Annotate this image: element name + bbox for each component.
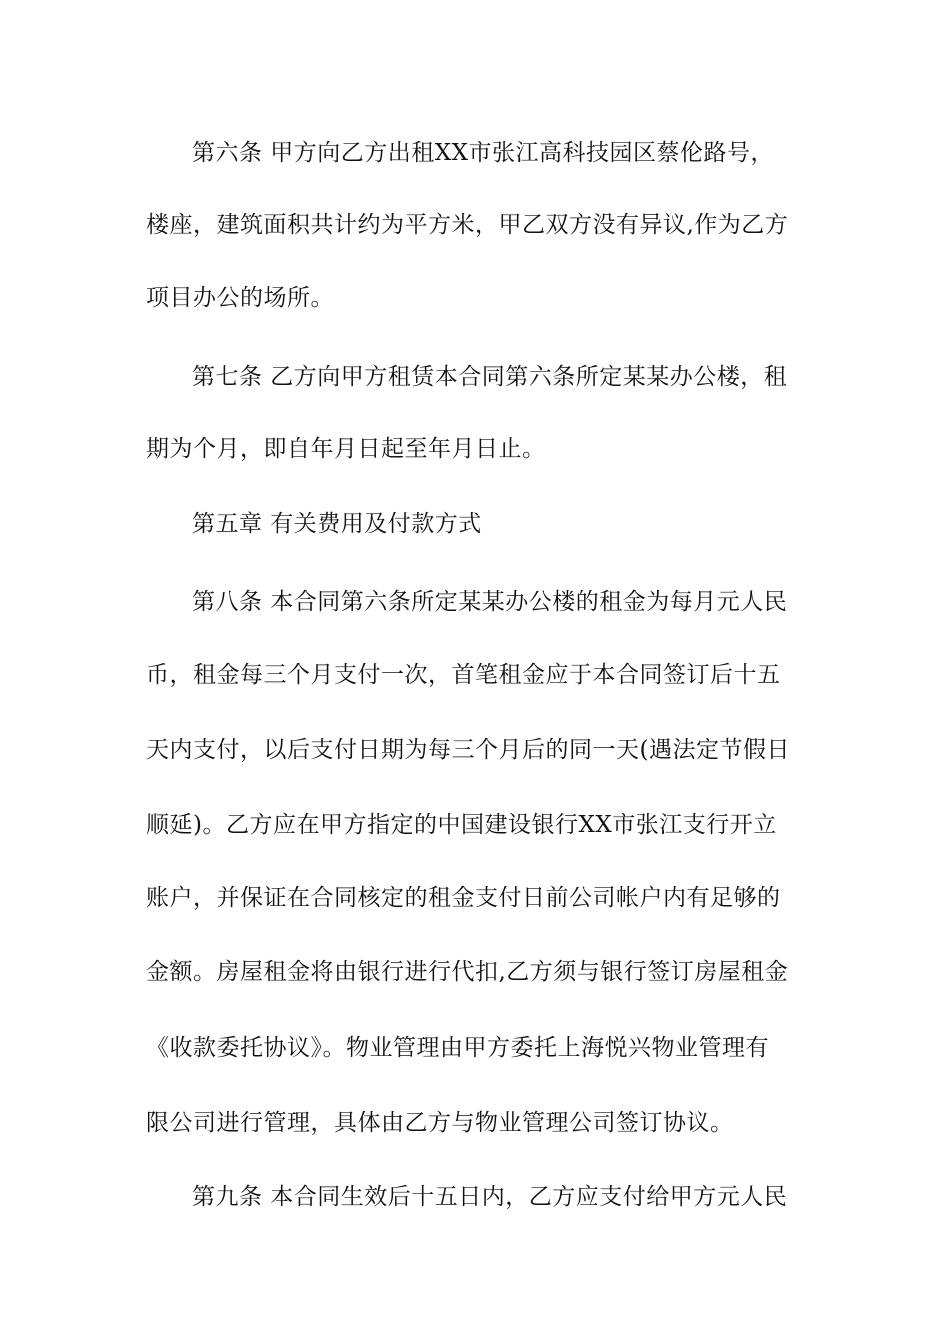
article-7-line-1: 第七条 乙方向甲方租赁本合同第六条所定某某办公楼，租 [192, 364, 788, 390]
article-6-line-2: 楼座，建筑面积共计约为平方米，甲乙双方没有异议,作为乙方 [146, 212, 789, 238]
article-9-line-1: 第九条 本合同生效后十五日内，乙方应支付给甲方元人民 [192, 1184, 788, 1210]
article-8-line-1: 第八条 本合同第六条所定某某办公楼的租金为每月元人民 [192, 589, 788, 615]
article-8-line-6: 金额。房屋租金将由银行进行代扣,乙方须与银行签订房屋租金 [146, 959, 789, 985]
chapter-5-heading: 第五章 有关费用及付款方式 [192, 511, 482, 537]
article-7-line-2: 期为个月，即自年月日起至年月日止。 [146, 436, 546, 462]
article-8-line-3: 天内支付，以后支付日期为每三个月后的同一天(遇法定节假日 [146, 737, 790, 763]
article-8-line-4: 顺延)。乙方应在甲方指定的中国建设银行XX市张江支行开立 [146, 812, 777, 838]
article-8-line-7: 《收款委托协议》。物业管理由甲方委托上海悦兴物业管理有 [146, 1035, 769, 1061]
article-6-line-1: 第六条 甲方向乙方出租XX市张江高科技园区蔡伦路号， [192, 140, 775, 166]
article-8-line-2: 币，租金每三个月支付一次，首笔租金应于本合同签订后十五 [146, 662, 781, 688]
article-8-line-5: 账户，并保证在合同核定的租金支付日前公司帐户内有足够的 [146, 885, 781, 911]
article-8-line-8: 限公司进行管理，具体由乙方与物业管理公司签订协议。 [146, 1110, 734, 1136]
article-6-line-3: 项目办公的场所。 [146, 285, 334, 311]
